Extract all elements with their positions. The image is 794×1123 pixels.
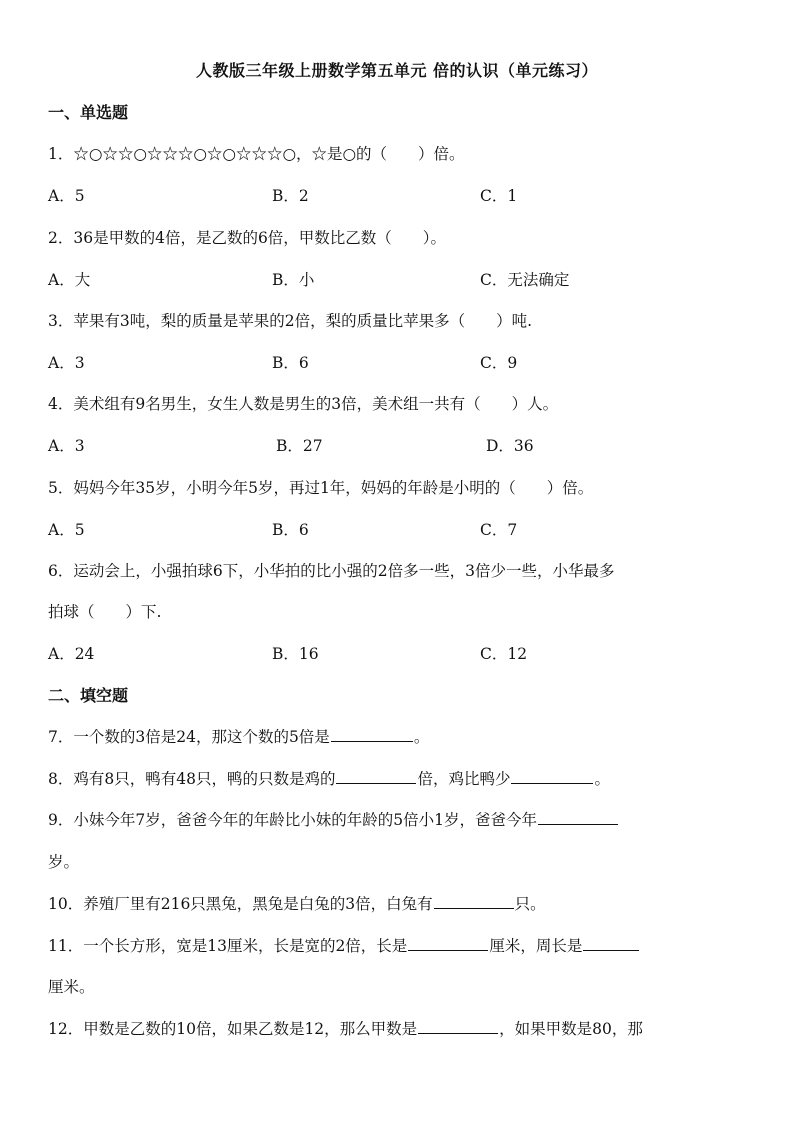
question-9: 9．小妹今年7岁，爸爸今年的年龄比小妹的年龄的5倍小1岁，爸爸今年: [48, 808, 619, 830]
q2-option-b: B．小: [272, 271, 315, 289]
q1-option-c: C．1: [480, 187, 518, 205]
q2-option-a: A．大: [48, 271, 91, 289]
question-6-continued: 拍球（ ）下.: [48, 603, 162, 621]
answer-blank[interactable]: [418, 1018, 498, 1035]
q5-option-a: A．5: [48, 521, 85, 539]
q2-option-c: C．无法确定: [480, 271, 570, 289]
question-12: 12．甲数是乙数的10倍，如果乙数是12，那么甲数是 ，如果甲数是80，那: [48, 1017, 643, 1039]
section-heading-fill-blank: 二、填空题: [48, 686, 129, 705]
q6-option-b: B．16: [272, 645, 319, 663]
question-11-continued: 厘米。: [48, 978, 95, 996]
q4-option-b: B．27: [276, 437, 323, 455]
question-5: 5．妈妈今年35岁，小明今年5岁，再过1年，妈妈的年龄是小明的（ ）倍。: [48, 479, 594, 497]
q1-option-a: A．5: [48, 187, 85, 205]
question-1: 1．☆○☆☆○☆☆☆○☆○☆☆☆○，☆是○的（ ）倍。: [48, 145, 465, 163]
question-6: 6．运动会上，小强拍球6下，小华拍的比小强的2倍多一些，3倍少一些，小华最多: [48, 562, 615, 580]
question-2: 2．36是甲数的4倍，是乙数的6倍，甲数比乙数（ ）。: [48, 229, 447, 247]
q5-option-b: B．6: [272, 521, 309, 539]
question-9-continued: 岁。: [48, 853, 80, 871]
answer-blank[interactable]: [538, 809, 618, 826]
q1-option-b: B．2: [272, 187, 309, 205]
answer-blank[interactable]: [434, 893, 514, 910]
question-11: 11．一个长方形，宽是13厘米，长是宽的2倍，长是 厘米，周长是: [48, 934, 640, 956]
question-4: 4．美术组有9名男生，女生人数是男生的3倍，美术组一共有（ ）人。: [48, 395, 559, 413]
answer-blank[interactable]: [408, 935, 488, 952]
page-title: 人教版三年级上册数学第五单元 倍的认识（单元练习）: [195, 61, 599, 80]
q3-option-b: B．6: [272, 354, 309, 372]
q3-option-a: A．3: [48, 354, 85, 372]
q4-option-d: D．36: [486, 437, 534, 455]
answer-blank[interactable]: [331, 726, 413, 743]
q5-option-c: C．7: [480, 521, 518, 539]
answer-blank[interactable]: [336, 768, 416, 785]
answer-blank[interactable]: [511, 768, 593, 785]
question-10: 10．养殖厂里有216只黑兔，黑兔是白兔的3倍，白兔有 只。: [48, 892, 546, 914]
question-3: 3．苹果有3吨，梨的质量是苹果的2倍，梨的质量比苹果多（ ）吨.: [48, 312, 533, 330]
section-heading-single-choice: 一、单选题: [48, 103, 129, 122]
q6-option-a: A．24: [48, 645, 95, 663]
question-8: 8．鸡有8只，鸭有48只，鸭的只数是鸡的 倍，鸡比鸭少 。: [48, 767, 610, 789]
answer-blank[interactable]: [583, 935, 639, 952]
q6-option-c: C．12: [480, 645, 528, 663]
question-7: 7．一个数的3倍是24，那这个数的5倍是 。: [48, 725, 429, 747]
q4-option-a: A．3: [48, 437, 85, 455]
q3-option-c: C．9: [480, 354, 518, 372]
